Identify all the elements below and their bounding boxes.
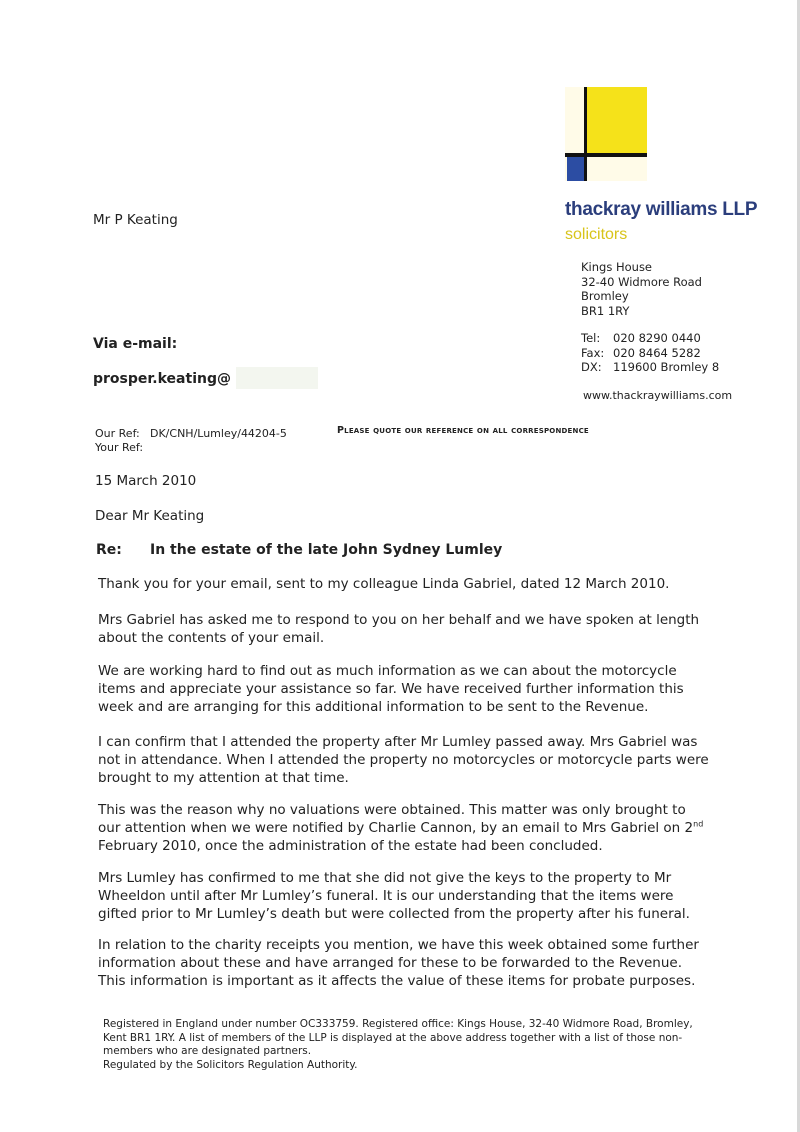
firm-contacts xyxy=(581,331,719,375)
contact-dx xyxy=(581,360,719,375)
paragraph-5 xyxy=(98,801,710,855)
paragraph-5-start: This was the reason why no valuations were obtained. This matter was only brought to our attention when we were notified by Charlie Cannon, by an email to Mrs Gabriel on 2 xyxy=(98,802,694,836)
paragraph-3: We are working hard to find out as much information as we can about the motorcycle items and appreciate your assistance so far. We have received further information this week and are arranging for this additional information to be sent to the Revenue. xyxy=(98,663,684,715)
delivery-method: Via e-mail: xyxy=(93,336,178,352)
letter-date: 15 March 2010 xyxy=(95,473,197,489)
contact-value: 020 8464 5282 xyxy=(613,345,701,360)
contact-tel xyxy=(581,331,719,346)
paragraph-4: I can confirm that I attended the property after Mr Lumley passed away. Mrs Gabriel was not in attendance. When I attended the property no motorcycles or motorcycle parts were brought to my attention at that time. xyxy=(98,734,709,786)
contact-label: DX: xyxy=(581,360,602,374)
address-line: 32-40 Widmore Road xyxy=(581,274,702,289)
ordinal-suffix: nd xyxy=(693,819,704,829)
recipient-email: prosper.keating@ xyxy=(93,371,231,387)
address-line: Bromley xyxy=(581,289,629,303)
address-line: BR1 1RY xyxy=(581,303,630,318)
contact-label: Fax: xyxy=(581,345,605,360)
firm-website: www.thackraywilliams.com xyxy=(583,389,733,402)
address-line: Kings House xyxy=(581,260,653,274)
paragraph-1: Thank you for your email, sent to my colleague Linda Gabriel, dated 12 March 2010. xyxy=(98,576,670,592)
recipient-name: Mr P Keating xyxy=(93,212,178,228)
firm-name: thackray williams LLP xyxy=(565,199,758,220)
paragraph-6: Mrs Lumley has confirmed to me that she did not give the keys to the property to Mr Wheeldon until after Mr Lumley’s funeral. It is our understanding that the items were gifted prior to Mr Lumley’s death but were collected from the property after his funeral. xyxy=(98,870,690,922)
salutation: Dear Mr Keating xyxy=(95,508,205,524)
re-label: Re: xyxy=(96,542,122,558)
redaction-mask xyxy=(236,367,318,389)
firm-address xyxy=(581,260,702,318)
footer-regulation: Regulated by the Solicitors Regulation Authority. xyxy=(103,1059,358,1071)
our-ref-value: DK/CNH/Lumley/44204-5 xyxy=(150,427,287,440)
your-ref-label: Your Ref: xyxy=(95,441,144,454)
contact-label: Tel: xyxy=(581,331,601,345)
firm-logo xyxy=(565,87,647,181)
paragraph-7: In relation to the charity receipts you mention, we have this week obtained some further information about these and have arranged for these to be forwarded to the Revenue. This information is important as it affects the value of these items for probate purposes. xyxy=(98,937,699,989)
contact-value: 020 8290 0440 xyxy=(613,331,701,345)
re-subject: In the estate of the late John Sydney Lumley xyxy=(150,542,503,558)
paragraph-5-end: February 2010, once the administration of the estate had been concluded. xyxy=(98,838,603,854)
paragraph-2: Mrs Gabriel has asked me to respond to you on her behalf and we have spoken at length about the contents of your email. xyxy=(98,612,700,646)
firm-subtitle: solicitors xyxy=(565,226,628,243)
footer-registration: Registered in England under number OC333759. Registered office: Kings House, 32-40 Widmore Road, Bromley, Kent BR1 1RY. A list of members of the LLP is displayed at the above address together with a list of those non-members who are designated partners. xyxy=(103,1018,693,1057)
reference-block xyxy=(95,427,287,455)
our-ref-label: Our Ref: xyxy=(95,427,140,440)
contact-fax xyxy=(581,346,719,361)
contact-value: 119600 Bromley 8 xyxy=(613,360,720,374)
reference-notice: Please quote our reference on all correspondence xyxy=(337,425,589,436)
